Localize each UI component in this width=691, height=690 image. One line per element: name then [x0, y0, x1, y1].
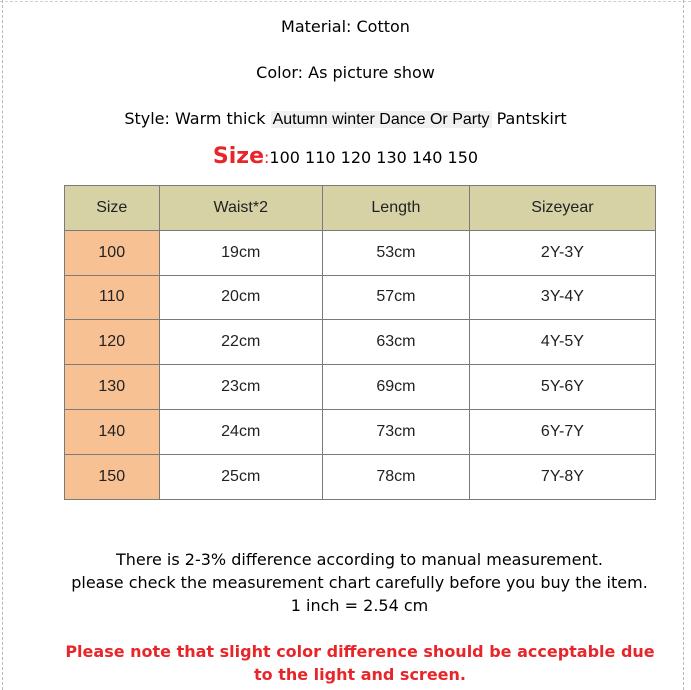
- table-row: [65, 320, 656, 365]
- style-line: [0, 109, 691, 129]
- cell-waist: 19cm: [159, 230, 322, 275]
- size-heading: Size: [212, 144, 265, 169]
- column-header-size: Size: [65, 186, 160, 231]
- cell-waist: 20cm: [159, 275, 322, 320]
- cell-length: 57cm: [322, 275, 469, 320]
- table-row: [65, 409, 656, 454]
- column-header-waist: Waist*2: [159, 186, 322, 231]
- color-difference-warning: Please note that slight color difference should be acceptable due to the light and screen.: [65, 642, 655, 684]
- cell-size: 140: [65, 409, 160, 454]
- cell-waist: 23cm: [159, 365, 322, 410]
- style-suffix: Pantskirt: [491, 109, 567, 128]
- cell-sizeyear: 6Y-7Y: [469, 409, 655, 454]
- size-table: [64, 185, 656, 500]
- cell-sizeyear: 4Y-5Y: [469, 320, 655, 365]
- material-line: Material: Cotton: [281, 17, 410, 36]
- cell-length: 73cm: [322, 409, 469, 454]
- note-check-chart: please check the measurement chart carefully before you buy the item.: [71, 573, 648, 592]
- cell-length: 78cm: [322, 454, 469, 499]
- cell-size: 100: [65, 230, 160, 275]
- table-row: [65, 275, 656, 320]
- measurement-notes: [58, 548, 661, 617]
- cell-sizeyear: 5Y-6Y: [469, 365, 655, 410]
- table-row: [65, 365, 656, 410]
- style-prefix: Style: Warm thick: [124, 109, 271, 128]
- column-header-sizeyear: Sizeyear: [469, 186, 655, 231]
- cell-sizeyear: 2Y-3Y: [469, 230, 655, 275]
- cell-waist: 24cm: [159, 409, 322, 454]
- cell-size: 120: [65, 320, 160, 365]
- note-inch-conversion: 1 inch = 2.54 cm: [290, 596, 429, 615]
- top-dashed-border: [0, 1, 691, 2]
- size-line: [0, 144, 691, 169]
- cell-length: 69cm: [322, 365, 469, 410]
- table-row: [65, 454, 656, 499]
- style-highlight: Autumn winter Dance Or Party: [272, 111, 490, 128]
- table-row: [65, 230, 656, 275]
- note-difference: There is 2-3% difference according to manual measurement.: [116, 550, 603, 569]
- left-dashed-border: [2, 0, 3, 690]
- cell-waist: 25cm: [159, 454, 322, 499]
- cell-sizeyear: 3Y-4Y: [469, 275, 655, 320]
- cell-size: 150: [65, 454, 160, 499]
- size-separator: :: [264, 148, 270, 167]
- cell-waist: 22cm: [159, 320, 322, 365]
- cell-size: 110: [65, 275, 160, 320]
- table-header-row: [65, 186, 656, 231]
- color-line: Color: As picture show: [256, 63, 435, 82]
- cell-length: 63cm: [322, 320, 469, 365]
- right-dashed-border: [683, 0, 684, 690]
- cell-size: 130: [65, 365, 160, 410]
- column-header-length: Length: [322, 186, 469, 231]
- size-list: 100 110 120 130 140 150: [269, 148, 479, 167]
- cell-sizeyear: 7Y-8Y: [469, 454, 655, 499]
- cell-length: 53cm: [322, 230, 469, 275]
